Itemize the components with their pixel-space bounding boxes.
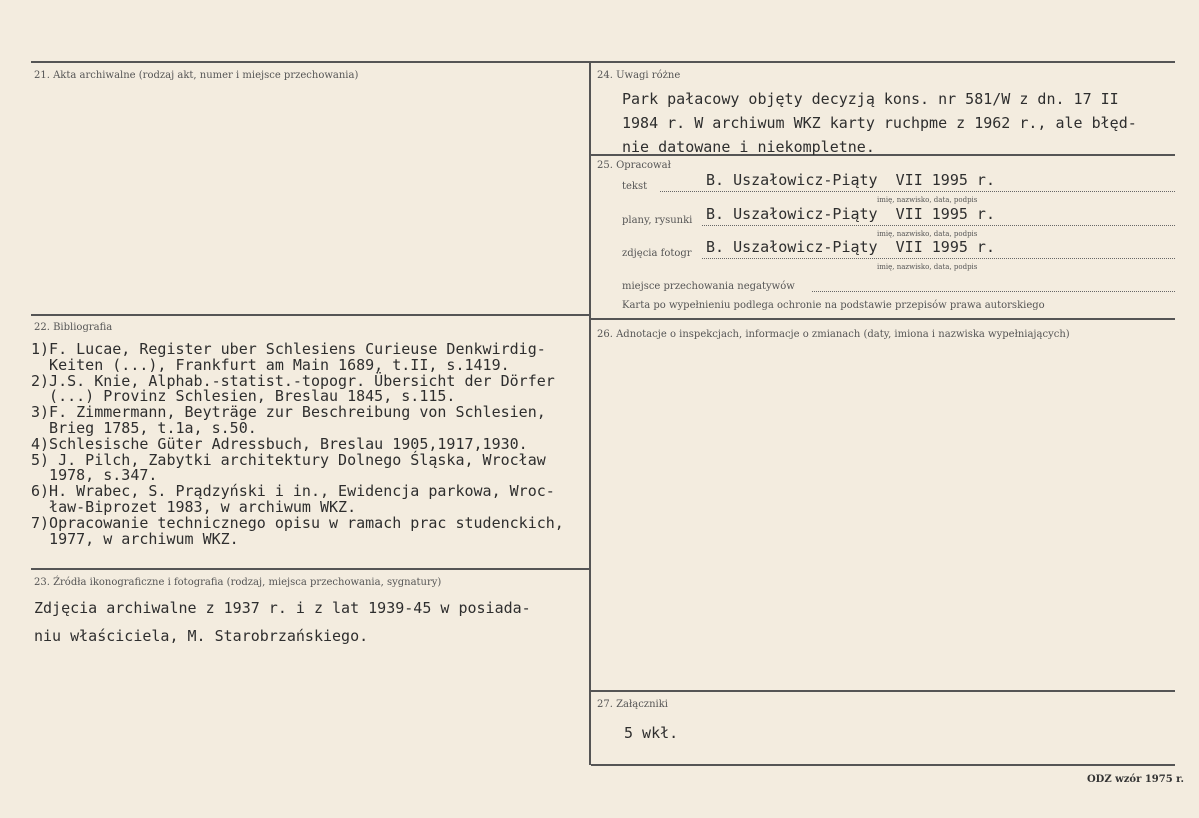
sec24-line: nie datowane i niekompletne. [622, 138, 875, 156]
bibliography-line: 6)H. Wrabec, S. Prądzyński i in., Ewidencja parkowa, Wroc- [31, 482, 555, 501]
bibliography-line: 5) J. Pilch, Zabytki architektury Dolnego Śląska, Wrocław [31, 450, 546, 469]
row-photos-line [702, 258, 1175, 259]
bibliography-list [31, 342, 591, 547]
bottom-rule [591, 764, 1175, 766]
rule-26-27 [591, 690, 1175, 692]
row-text-value: B. Uszałowicz-Piąty VII 1995 r. [706, 171, 995, 189]
row-text-label: tekst [622, 181, 648, 192]
row-photos-hint: imię, nazwisko, data, podpis [877, 263, 978, 271]
row-plans-label: plany, rysunki [622, 215, 693, 226]
bibliography-line: 3)F. Zimmermann, Beyträge zur Beschreibung von Schlesien, [31, 403, 546, 422]
sec26-label: 26. Adnotacje o inspekcjach, informacje o zmianach (daty, imiona i nazwiska wypełniających) [597, 329, 1070, 340]
sec24-line: Park pałacowy objęty decyzją kons. nr 581/W z dn. 17 II [622, 90, 1119, 108]
bibliography-line: Keiten (...), Frankfurt am Main 1689, t.II, s.1419. [31, 355, 510, 374]
bibliography-line: 1978, s.347. [31, 466, 158, 485]
row-text-hint: imię, nazwisko, data, podpis [877, 196, 978, 204]
negatives-label: miejsce przechowania negatywów [622, 281, 795, 292]
bibliography-line: 7)Opracowanie technicznego opisu w ramach prac studenckich, [31, 513, 564, 532]
sec25-label: 25. Opracował [597, 160, 671, 171]
bibliography-line: 2)J.S. Knie, Alphab.-statist.-topogr. Übersicht der Dörfer [31, 371, 555, 390]
bibliography-line: 4)Schlesische Güter Adressbuch, Breslau 1905,1917,1930. [31, 434, 528, 453]
sec27-value: 5 wkł. [624, 724, 679, 742]
row-plans-value: B. Uszałowicz-Piąty VII 1995 r. [706, 205, 995, 223]
sec24-label: 24. Uwagi różne [597, 70, 681, 81]
bibliography-line: ław-Biprozet 1983, w archiwum WKZ. [31, 497, 357, 516]
negatives-line [812, 291, 1175, 292]
row-plans-line [702, 225, 1175, 226]
sec21-label: 21. Akta archiwalne (rodzaj akt, numer i miejsce przechowania) [34, 70, 359, 81]
top-rule [31, 61, 1175, 63]
sec23-line: Zdjęcia archiwalne z 1937 r. i z lat 1939-45 w posiada- [34, 599, 531, 617]
copyright-note: Karta po wypełnieniu podlega ochronie na podstawie przepisów prawa autorskiego [622, 300, 1045, 311]
sec22-label: 22. Bibliografia [34, 322, 113, 333]
rule-25-26 [591, 318, 1175, 320]
bibliography-line: (...) Provinz Schlesien, Breslau 1845, s.115. [31, 387, 456, 406]
row-plans-hint: imię, nazwisko, data, podpis [877, 230, 978, 238]
sec24-line: 1984 r. W archiwum WKZ karty ruchpme z 1962 r., ale błęd- [622, 114, 1137, 132]
sec23-line: niu właściciela, M. Starobrzańskiego. [34, 627, 369, 645]
row-photos-value: B. Uszałowicz-Piąty VII 1995 r. [706, 238, 995, 256]
bibliography-line: 1)F. Lucae, Register uber Schlesiens Curieuse Denkwirdig- [31, 340, 546, 358]
row-text-line [660, 191, 1175, 192]
bibliography-line: Brieg 1785, t.1a, s.50. [31, 418, 257, 437]
sec27-label: 27. Załączniki [597, 699, 668, 710]
sec23-label: 23. Źródła ikonograficzne i fotografia (rodzaj, miejsca przechowania, sygnatury) [34, 577, 442, 588]
form-template-mark: ODZ wzór 1975 r. [1086, 774, 1184, 785]
row-photos-label: zdjęcia fotogr [622, 248, 692, 259]
bibliography-line: 1977, w archiwum WKZ. [31, 529, 239, 548]
rule-21-22 [31, 314, 589, 316]
rule-22-23 [31, 568, 589, 570]
